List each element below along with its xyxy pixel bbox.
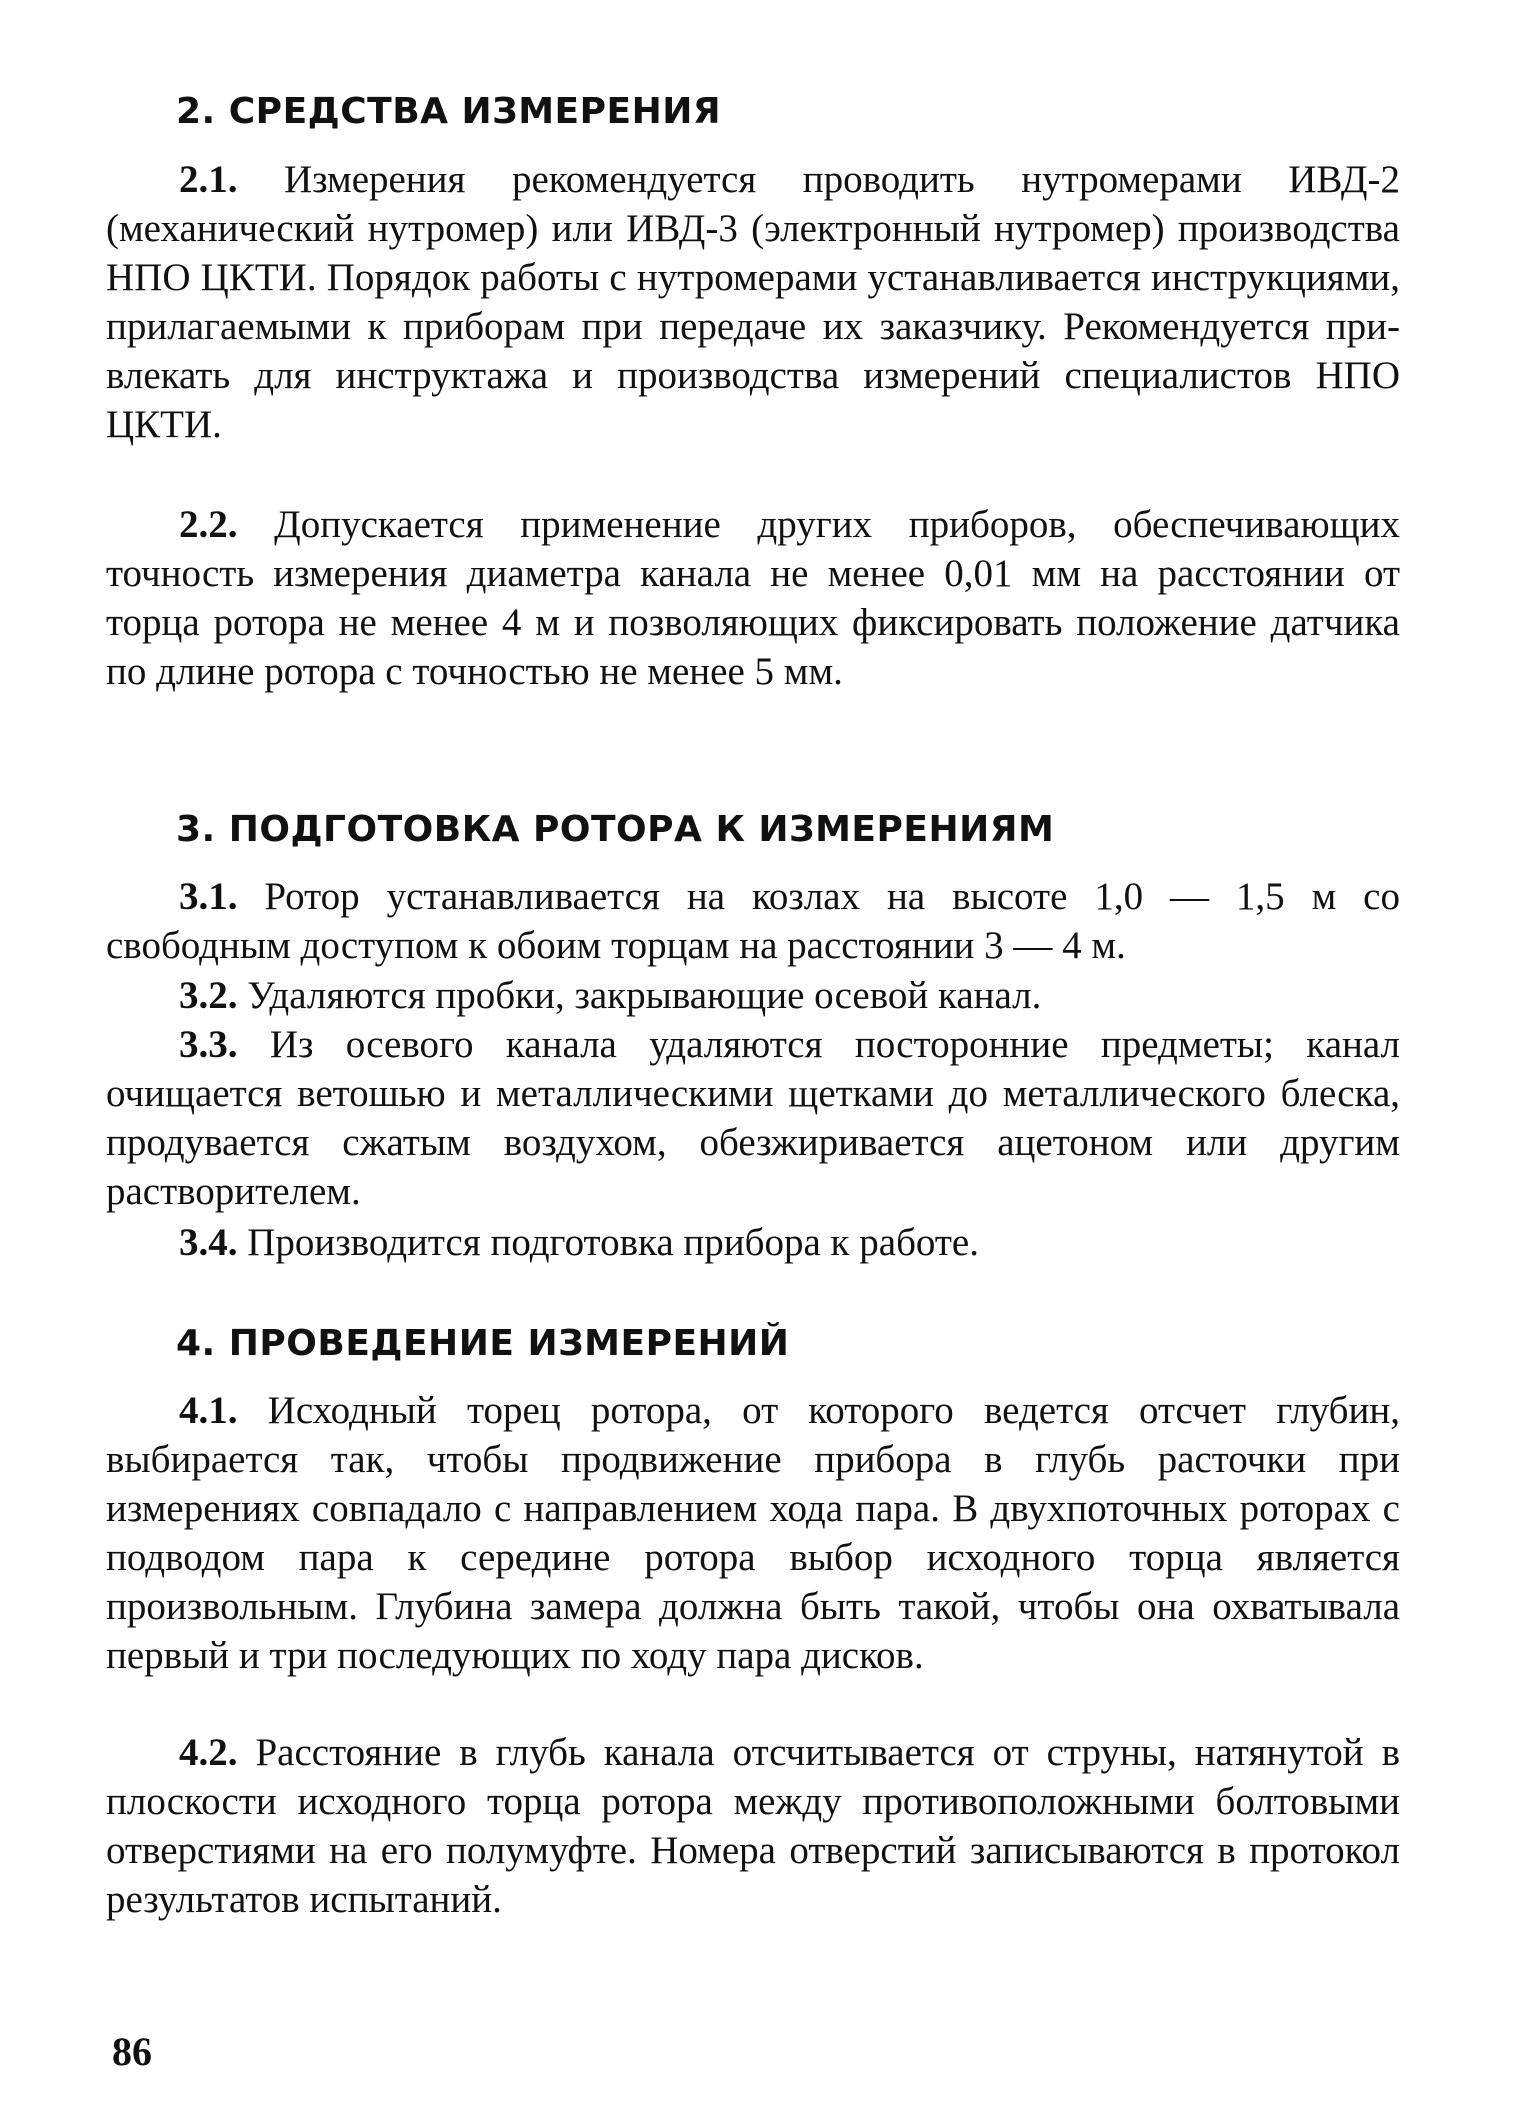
paragraph-number: 3.3. xyxy=(179,1023,238,1066)
page-number: 86 xyxy=(112,2029,152,2074)
paragraph-text: Расстояние в глубь канала отсчитывается от струны, натянутой в плоскости исходного торца ротора между противоположными болтовыми отверстиями на его полумуфте. Номера отверстий записываются в протокол результатов испытаний. xyxy=(106,1731,1400,1921)
paragraph-number: 2.2. xyxy=(179,503,238,546)
paragraph-number: 2.1. xyxy=(179,158,238,201)
paragraph-number: 3.4. xyxy=(179,1221,238,1264)
paragraph-4-2 xyxy=(106,1728,1400,1924)
paragraph-text: Производится подготовка прибора к работе. xyxy=(237,1221,979,1264)
paragraph-text: Ротор устанавливается на козлах на высоте 1,0 — 1,5 м со свободным доступом к обоим торцам на расстоянии 3 — 4 м. xyxy=(106,875,1400,967)
section-2-heading: 2. СРЕДСТВА ИЗМЕРЕНИЯ xyxy=(176,91,722,132)
paragraph-text: Допускается применение других приборов, обеспечивающих точность измерения диаметра канала не менее 0,01 мм на расстоянии от торца ротора не менее 4 м и позволяющих фиксировать положение датчика по длине ротора с точностью не менее 5 мм. xyxy=(106,503,1400,693)
paragraph-number: 4.1. xyxy=(179,1389,238,1432)
paragraph-2-2 xyxy=(106,500,1400,696)
paragraph-3-4 xyxy=(106,1218,1400,1267)
paragraph-3-1 xyxy=(106,872,1400,970)
section-3-heading: 3. ПОДГОТОВКА РОТОРА К ИЗМЕРЕНИЯМ xyxy=(176,809,1055,850)
paragraph-number: 3.1. xyxy=(179,875,238,918)
paragraph-text: Из осевого канала удаляются посторонние предметы; канал очищается ветошью и металлическими щетками до металлического блеска, продувается сжатым воздухом, обезжиривается ацетоном или другим растворителем. xyxy=(106,1023,1400,1213)
paragraph-text: Исходный торец ротора, от которого ведется отсчет глубин, выбирается так, чтобы продвижение прибора в глубь расточки при измерениях совпадало с направлением хода пара. В двухпоточных роторах с подводом пара к середине ротора выбор исходного торца является произвольным. Глубина замера должна быть такой, чтобы она охватывала первый и три последующих по ходу пара дисков. xyxy=(106,1389,1400,1677)
section-4-heading: 4. ПРОВЕДЕНИЕ ИЗМЕРЕНИЙ xyxy=(176,1323,790,1364)
paragraph-number: 3.2. xyxy=(179,974,238,1017)
paragraph-text: Измерения рекомендуется проводить нутромерами ИВД-2 (механический нутромер) или ИВД-3 (электронный нутромер) производства НПО ЦКТИ. Порядок работы с нутромерами устанавливается инструкциями, прилагаемыми к приборам при передаче их заказчику. Рекомендуется привлекать для инструктажа и производства измерений специалистов НПО ЦКТИ. xyxy=(106,158,1400,446)
paragraph-3-3 xyxy=(106,1020,1400,1216)
paragraph-2-1 xyxy=(106,155,1400,449)
paragraph-number: 4.2. xyxy=(179,1731,238,1774)
paragraph-4-1 xyxy=(106,1386,1400,1680)
paragraph-text: Удаляются пробки, закрывающие осевой канал. xyxy=(237,974,1042,1017)
paragraph-3-2 xyxy=(106,971,1400,1020)
